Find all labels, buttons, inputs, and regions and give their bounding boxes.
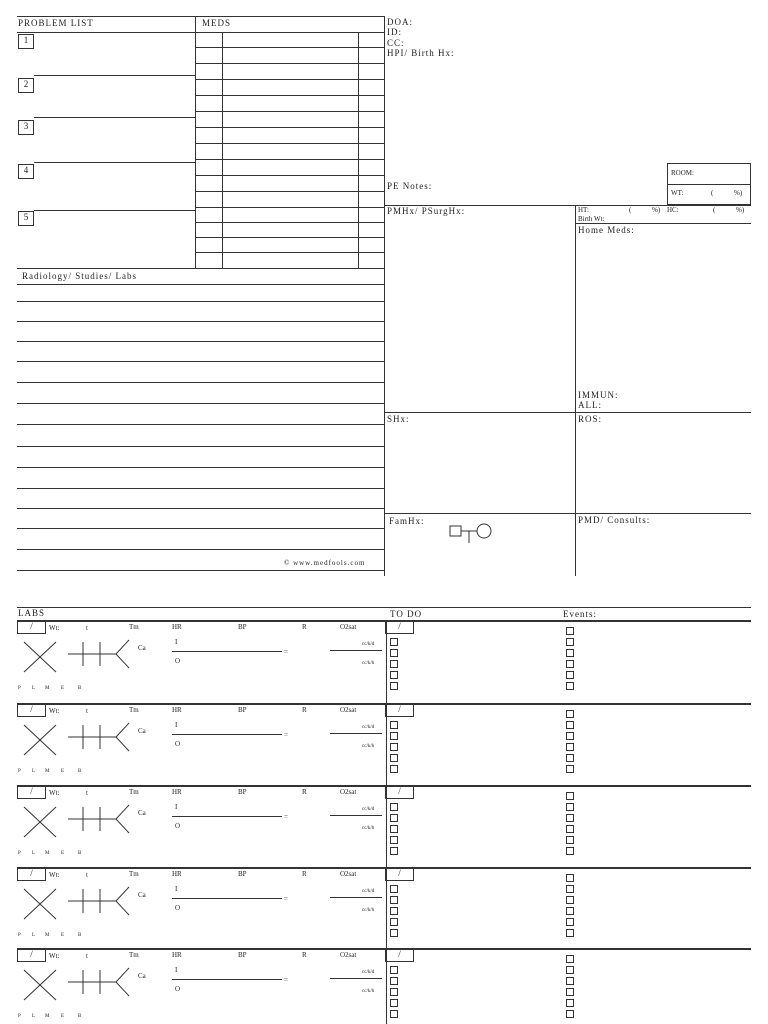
todo-checkbox[interactable] <box>390 803 398 811</box>
lft-letter: L <box>32 851 36 856</box>
lft-letter: M <box>45 769 50 774</box>
tm-label: Tm <box>129 951 139 959</box>
todo-checkbox[interactable] <box>390 765 398 773</box>
meds-row-line <box>196 111 384 112</box>
event-checkbox[interactable] <box>566 885 574 893</box>
todo-checkbox[interactable] <box>390 977 398 985</box>
event-checkbox[interactable] <box>566 660 574 668</box>
doa-label: DOA: <box>387 17 413 27</box>
output-label: O <box>175 657 181 665</box>
problem-separator <box>34 162 195 163</box>
block-top-line <box>17 948 751 950</box>
pmhx-label: PMHx/ PSurgHx: <box>387 206 466 216</box>
todo-checkbox[interactable] <box>390 638 398 646</box>
wt-label: Wt: <box>49 707 60 715</box>
problem-number-1[interactable]: 1 <box>18 34 34 49</box>
event-checkbox[interactable] <box>566 627 574 635</box>
meds-row-line <box>196 237 384 238</box>
meds-row-line <box>196 95 384 96</box>
event-checkbox[interactable] <box>566 966 574 974</box>
pedigree-icon <box>448 522 494 546</box>
r-label: R <box>302 870 307 878</box>
events-label: Events: <box>563 609 597 619</box>
event-checkbox[interactable] <box>566 918 574 926</box>
bp-label: BP <box>238 788 247 796</box>
intake-label: I <box>175 966 178 974</box>
todo-checkbox[interactable] <box>390 999 398 1007</box>
center-divider <box>384 16 385 576</box>
unit-cc-k-d: cc/k/d <box>362 725 375 730</box>
radiology-bottom-line <box>17 570 384 571</box>
io-equals: = <box>284 895 288 903</box>
cbc-x-diagram <box>22 640 58 674</box>
radiology-line <box>17 321 384 322</box>
wt-label: Wt: <box>49 871 60 879</box>
hpi-label: HPI/ Birth Hx: <box>387 48 455 58</box>
io-equals: = <box>284 648 288 656</box>
tmax-label: t <box>86 707 88 715</box>
todo-checkbox[interactable] <box>390 896 398 904</box>
event-checkbox[interactable] <box>566 836 574 844</box>
cbc-x-diagram <box>22 968 58 1002</box>
tm-label: Tm <box>129 706 139 714</box>
block-top-line <box>17 867 751 869</box>
o2sat-label: O2sat <box>340 623 357 631</box>
problem-separator <box>34 117 195 118</box>
hc-paren: ( <box>713 206 716 214</box>
date-box[interactable]: / <box>17 703 46 717</box>
radiology-line <box>17 528 384 529</box>
todo-checkbox[interactable] <box>390 754 398 762</box>
cbc-x-diagram <box>22 805 58 839</box>
todo-checkbox[interactable] <box>390 825 398 833</box>
event-checkbox[interactable] <box>566 847 574 855</box>
home-meds-label: Home Meds: <box>578 225 635 235</box>
ros-label: ROS: <box>578 414 603 424</box>
fluid-line <box>330 978 382 979</box>
meds-row-line <box>196 79 384 80</box>
lft-letter: P <box>18 933 21 938</box>
radiology-line <box>17 341 384 342</box>
cbc-x-diagram <box>22 723 58 757</box>
ht-pct: %) <box>652 206 661 214</box>
lft-letter: L <box>32 686 36 691</box>
room-label: ROOM: <box>671 169 694 177</box>
todo-checkbox[interactable] <box>390 1010 398 1018</box>
immun-label: IMMUN: <box>578 390 619 400</box>
todo-checkbox[interactable] <box>390 907 398 915</box>
right-column-divider <box>575 205 576 576</box>
radiology-line <box>17 446 384 447</box>
todo-checkbox[interactable] <box>390 682 398 690</box>
labs-label: LABS <box>18 608 46 618</box>
lft-letter: M <box>45 851 50 856</box>
unit-cc-k-h: cc/k/h <box>362 989 375 994</box>
meds-col-divider <box>358 32 359 268</box>
event-checkbox[interactable] <box>566 803 574 811</box>
wt-label: Wt: <box>49 952 60 960</box>
problem-number-4[interactable]: 4 <box>18 164 34 179</box>
meds-col-divider <box>222 32 223 268</box>
output-label: O <box>175 822 181 830</box>
todo-checkbox[interactable] <box>390 836 398 844</box>
lft-letter: B <box>78 769 82 774</box>
intake-label: I <box>175 803 178 811</box>
io-line <box>172 734 282 735</box>
radiology-line <box>17 382 384 383</box>
meds-row-line <box>196 207 384 208</box>
problem-separator <box>34 210 195 211</box>
todo-checkbox[interactable] <box>390 929 398 937</box>
o2sat-label: O2sat <box>340 870 357 878</box>
todo-checkbox[interactable] <box>390 847 398 855</box>
date-box[interactable]: / <box>17 867 46 881</box>
radiology-line <box>17 488 384 489</box>
daily-lab-block <box>0 703 768 785</box>
output-label: O <box>175 985 181 993</box>
wt-pct: %) <box>734 189 743 197</box>
io-line <box>172 979 282 980</box>
ca-label: Ca <box>138 891 146 899</box>
block-top-line <box>17 703 751 705</box>
lft-letter: E <box>61 1014 65 1019</box>
problem-number-3[interactable]: 3 <box>18 120 34 135</box>
event-checkbox[interactable] <box>566 929 574 937</box>
allergies-label: ALL: <box>578 400 602 410</box>
r-label: R <box>302 951 307 959</box>
event-checkbox[interactable] <box>566 649 574 657</box>
block-top-line <box>17 785 751 787</box>
io-line <box>172 651 282 652</box>
todo-date-box[interactable]: / <box>385 785 414 799</box>
famhx-top-line <box>384 513 751 514</box>
tmax-label: t <box>86 871 88 879</box>
lft-letter: P <box>18 1014 21 1019</box>
bmp-fishbone-diagram <box>66 637 132 671</box>
hc-pct: %) <box>736 206 745 214</box>
radiology-line <box>17 403 384 404</box>
io-equals: = <box>284 813 288 821</box>
todo-checkbox[interactable] <box>390 743 398 751</box>
wt-paren: ( <box>711 189 714 197</box>
event-checkbox[interactable] <box>566 765 574 773</box>
o2sat-label: O2sat <box>340 788 357 796</box>
event-checkbox[interactable] <box>566 721 574 729</box>
tmax-label: t <box>86 952 88 960</box>
birth-wt-label: Birth Wt: <box>578 215 605 223</box>
date-box[interactable]: / <box>17 948 46 962</box>
radiology-line <box>17 301 384 302</box>
output-label: O <box>175 740 181 748</box>
daily-lab-block <box>0 948 768 1024</box>
unit-cc-k-h: cc/k/h <box>362 744 375 749</box>
intake-label: I <box>175 721 178 729</box>
todo-checkbox[interactable] <box>390 721 398 729</box>
lft-letter: M <box>45 933 50 938</box>
fluid-line <box>330 650 382 651</box>
r-label: R <box>302 623 307 631</box>
shx-top-line <box>384 412 751 413</box>
hc-label: HC: <box>667 206 679 214</box>
problem-separator <box>34 75 195 76</box>
bmp-fishbone-diagram <box>66 720 132 754</box>
famhx-label: FamHx: <box>389 516 425 526</box>
todo-label: TO DO <box>390 609 423 619</box>
ca-label: Ca <box>138 644 146 652</box>
daily-lab-block <box>0 620 768 702</box>
problem-number-5[interactable]: 5 <box>18 211 34 226</box>
unit-cc-k-d: cc/k/d <box>362 807 375 812</box>
todo-checkbox[interactable] <box>390 966 398 974</box>
lft-letter: B <box>78 933 82 938</box>
todo-checkbox[interactable] <box>390 732 398 740</box>
radiology-top-line <box>17 268 384 269</box>
bmp-fishbone-diagram <box>66 965 132 999</box>
cbc-x-diagram <box>22 887 58 921</box>
pmd-label: PMD/ Consults: <box>578 515 651 525</box>
event-checkbox[interactable] <box>566 710 574 718</box>
meds-row-line <box>196 252 384 253</box>
fluid-line <box>330 733 382 734</box>
hr-label: HR <box>172 623 182 631</box>
todo-checkbox[interactable] <box>390 649 398 657</box>
event-checkbox[interactable] <box>566 896 574 904</box>
io-line <box>172 816 282 817</box>
ht-paren: ( <box>629 206 632 214</box>
pe-notes-label: PE Notes: <box>387 181 433 191</box>
date-box[interactable]: / <box>17 620 46 634</box>
todo-checkbox[interactable] <box>390 918 398 926</box>
lft-letter: E <box>61 933 65 938</box>
tm-label: Tm <box>129 623 139 631</box>
event-checkbox[interactable] <box>566 1010 574 1018</box>
radiology-line <box>17 424 384 425</box>
meds-row-line <box>196 191 384 192</box>
radiology-label: Radiology/ Studies/ Labs <box>22 271 137 281</box>
block-top-line <box>17 620 751 622</box>
wt-label: Wt: <box>49 789 60 797</box>
bp-label: BP <box>238 951 247 959</box>
io-equals: = <box>284 976 288 984</box>
ca-label: Ca <box>138 809 146 817</box>
daily-lab-block <box>0 867 768 949</box>
radiology-line <box>17 549 384 550</box>
lft-letter: E <box>61 686 65 691</box>
todo-checkbox[interactable] <box>390 660 398 668</box>
event-checkbox[interactable] <box>566 754 574 762</box>
unit-cc-k-d: cc/k/d <box>362 889 375 894</box>
copyright-text: © www.medfools.com <box>284 559 366 567</box>
output-label: O <box>175 904 181 912</box>
event-checkbox[interactable] <box>566 671 574 679</box>
lft-letter: M <box>45 686 50 691</box>
bp-label: BP <box>238 623 247 631</box>
todo-date-box[interactable]: / <box>385 620 414 634</box>
hr-label: HR <box>172 870 182 878</box>
lft-letter: L <box>32 933 36 938</box>
lft-letter: L <box>32 1014 36 1019</box>
hr-label: HR <box>172 706 182 714</box>
meds-row-line <box>196 47 384 48</box>
bp-label: BP <box>238 870 247 878</box>
unit-cc-k-h: cc/k/h <box>362 908 375 913</box>
problem-list-label: PROBLEM LIST <box>18 18 94 28</box>
home-meds-top-line <box>575 223 751 224</box>
date-box[interactable]: / <box>17 785 46 799</box>
unit-cc-k-d: cc/k/d <box>362 642 375 647</box>
tmax-label: t <box>86 789 88 797</box>
meds-row-line <box>196 222 384 223</box>
event-checkbox[interactable] <box>566 825 574 833</box>
unit-cc-k-h: cc/k/h <box>362 826 375 831</box>
meds-row-line <box>196 143 384 144</box>
meds-row-line <box>196 159 384 160</box>
problem-number-2[interactable]: 2 <box>18 78 34 93</box>
meds-row-line <box>196 175 384 176</box>
fluid-line <box>330 815 382 816</box>
radiology-line <box>17 284 384 285</box>
event-checkbox[interactable] <box>566 792 574 800</box>
tm-label: Tm <box>129 870 139 878</box>
lft-letter: B <box>78 1014 82 1019</box>
lft-letter: E <box>61 851 65 856</box>
event-checkbox[interactable] <box>566 814 574 822</box>
fluid-line <box>330 897 382 898</box>
todo-checkbox[interactable] <box>390 988 398 996</box>
o2sat-label: O2sat <box>340 951 357 959</box>
wt-label: Wt: <box>49 624 60 632</box>
event-checkbox[interactable] <box>566 955 574 963</box>
labs-top-line <box>17 607 751 608</box>
ca-label: Ca <box>138 727 146 735</box>
bp-label: BP <box>238 706 247 714</box>
problem-meds-divider <box>195 16 196 268</box>
meds-row-line <box>196 127 384 128</box>
r-label: R <box>302 788 307 796</box>
radiology-line <box>17 361 384 362</box>
ht-label: HT: <box>578 206 589 214</box>
event-checkbox[interactable] <box>566 907 574 915</box>
top-border <box>17 16 384 17</box>
io-line <box>172 898 282 899</box>
lft-letter: E <box>61 769 65 774</box>
lft-letter: M <box>45 1014 50 1019</box>
header-underline <box>17 32 384 33</box>
event-checkbox[interactable] <box>566 988 574 996</box>
id-label: ID: <box>387 27 402 37</box>
cc-label: CC: <box>387 38 405 48</box>
event-checkbox[interactable] <box>566 638 574 646</box>
meds-label: MEDS <box>202 18 232 28</box>
event-checkbox[interactable] <box>566 977 574 985</box>
unit-cc-k-h: cc/k/h <box>362 661 375 666</box>
event-checkbox[interactable] <box>566 743 574 751</box>
todo-date-box[interactable]: / <box>385 703 414 717</box>
todo-date-box[interactable]: / <box>385 948 414 962</box>
bmp-fishbone-diagram <box>66 884 132 918</box>
hr-label: HR <box>172 788 182 796</box>
hr-label: HR <box>172 951 182 959</box>
event-checkbox[interactable] <box>566 682 574 690</box>
event-checkbox[interactable] <box>566 874 574 882</box>
room-weight-divider <box>667 184 751 185</box>
todo-date-box[interactable]: / <box>385 867 414 881</box>
r-label: R <box>302 706 307 714</box>
tmax-label: t <box>86 624 88 632</box>
intake-label: I <box>175 638 178 646</box>
event-checkbox[interactable] <box>566 999 574 1007</box>
shx-label: SHx: <box>387 414 410 424</box>
unit-cc-k-d: cc/k/d <box>362 970 375 975</box>
event-checkbox[interactable] <box>566 732 574 740</box>
daily-lab-block <box>0 785 768 867</box>
ca-label: Ca <box>138 972 146 980</box>
todo-checkbox[interactable] <box>390 671 398 679</box>
wt-label: WT: <box>671 189 684 197</box>
meds-row-line <box>196 63 384 64</box>
todo-checkbox[interactable] <box>390 814 398 822</box>
tm-label: Tm <box>129 788 139 796</box>
lft-letter: B <box>78 851 82 856</box>
o2sat-label: O2sat <box>340 706 357 714</box>
radiology-line <box>17 508 384 509</box>
io-equals: = <box>284 731 288 739</box>
lft-letter: B <box>78 686 82 691</box>
todo-checkbox[interactable] <box>390 885 398 893</box>
lft-letter: P <box>18 686 21 691</box>
lft-letter: P <box>18 769 21 774</box>
lft-letter: L <box>32 769 36 774</box>
bmp-fishbone-diagram <box>66 802 132 836</box>
intake-label: I <box>175 885 178 893</box>
radiology-line <box>17 467 384 468</box>
lft-letter: P <box>18 851 21 856</box>
